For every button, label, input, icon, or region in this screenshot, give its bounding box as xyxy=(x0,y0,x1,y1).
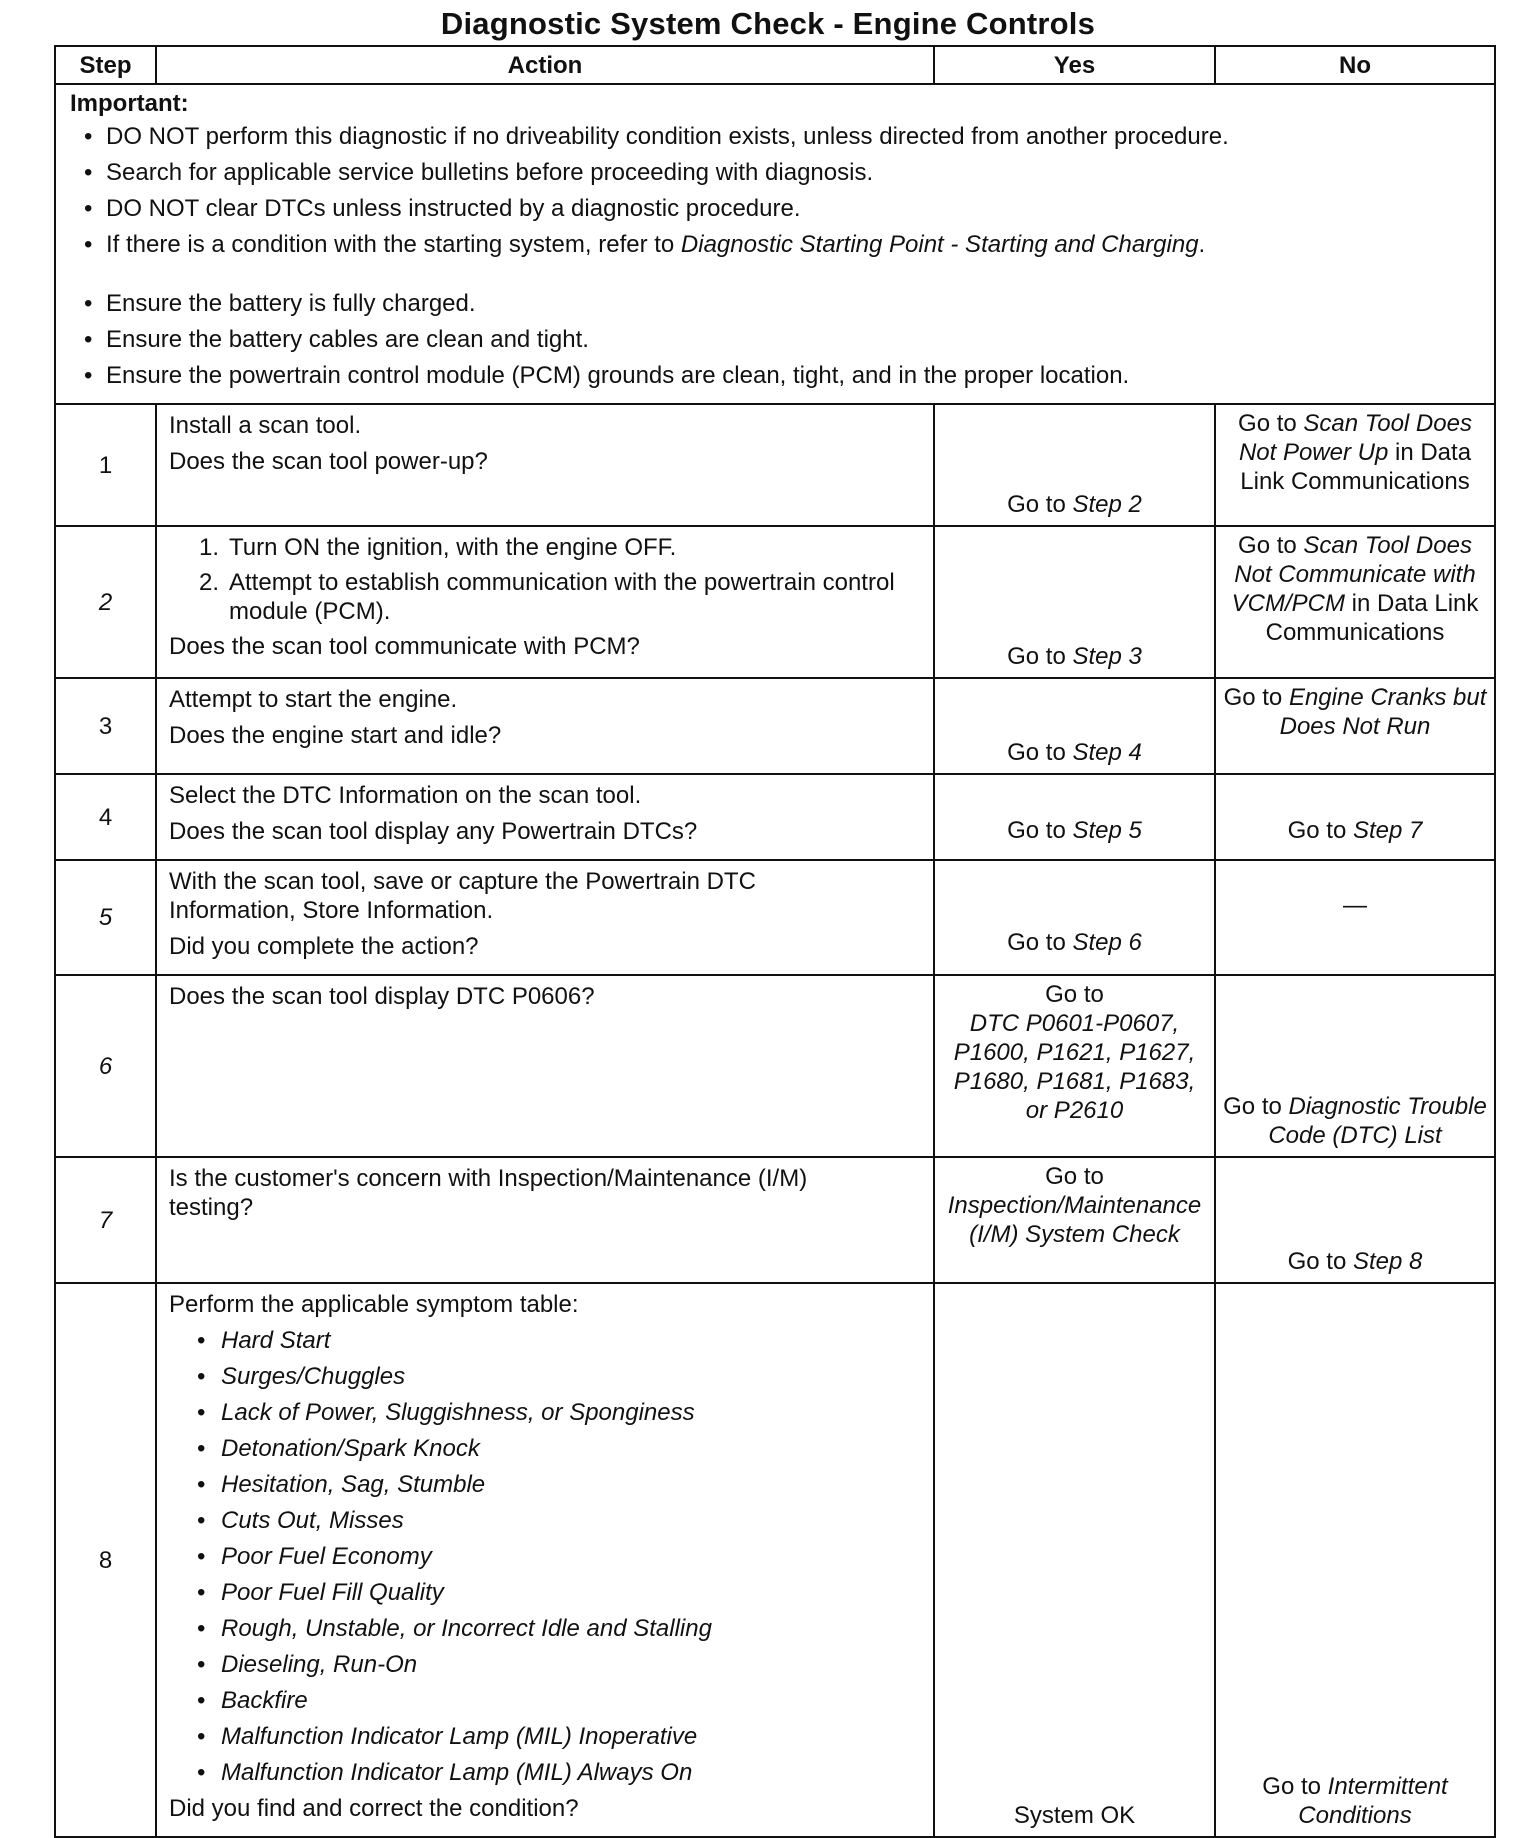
ensure-item: • Ensure the battery cables are clean and tight. xyxy=(106,325,1480,354)
goto-prefix: Go to xyxy=(1238,532,1304,559)
step-row-6 xyxy=(55,975,1495,1157)
yes-cell xyxy=(934,1157,1215,1283)
important-item-starting xyxy=(106,230,1480,259)
goto-prefix: Go to xyxy=(1045,1163,1104,1190)
symptom-item[interactable]: • Dieseling, Run-On xyxy=(221,1650,921,1679)
diagnostic-table xyxy=(54,45,1496,1838)
symptom-item[interactable]: • Backfire xyxy=(221,1686,921,1715)
header-action: Action xyxy=(156,46,934,84)
action-cell xyxy=(156,526,934,678)
yes-goto[interactable] xyxy=(941,816,1208,845)
goto-prefix: Go to xyxy=(1262,1773,1328,1800)
action-question: Did you complete the action? xyxy=(169,933,479,960)
step-number: 8 xyxy=(55,1283,156,1837)
symptom-item[interactable]: • Hesitation, Sag, Stumble xyxy=(221,1470,921,1499)
goto-link[interactable]: Scan Tool Does Not Communicate with VCM/PCM xyxy=(1231,532,1476,617)
step-number: 6 xyxy=(55,975,156,1157)
goto-link[interactable]: Step 2 xyxy=(1072,491,1142,518)
symptom-item[interactable]: • Malfunction Indicator Lamp (MIL) Always On xyxy=(221,1758,921,1787)
goto-link[interactable]: Step 7 xyxy=(1352,817,1423,844)
goto-prefix: Go to xyxy=(1007,817,1073,844)
important-list xyxy=(70,122,1480,259)
action-question: Does the scan tool power-up? xyxy=(169,448,488,475)
goto-link[interactable]: Diagnostic Trouble Code (DTC) List xyxy=(1268,1093,1487,1149)
header-yes: Yes xyxy=(934,46,1215,84)
no-goto[interactable] xyxy=(1222,409,1488,496)
important-item: • Search for applicable service bulletins before proceeding with diagnosis. xyxy=(106,158,1480,187)
sub-step xyxy=(199,568,921,626)
yes-cell xyxy=(934,975,1215,1157)
important-row xyxy=(55,84,1495,404)
step-row-1 xyxy=(55,404,1495,526)
yes-cell xyxy=(934,678,1215,774)
sub-step-number: 2. xyxy=(199,569,220,596)
goto-prefix: Go to xyxy=(1007,739,1073,766)
important-item: • DO NOT clear DTCs unless instructed by a diagnostic procedure. xyxy=(106,194,1480,223)
goto-link[interactable]: Step 8 xyxy=(1352,1248,1423,1275)
step-row-5 xyxy=(55,860,1495,975)
no-cell xyxy=(1215,1283,1495,1837)
step-row-8 xyxy=(55,1283,1495,1837)
yes-cell xyxy=(934,774,1215,860)
goto-link[interactable]: Step 5 xyxy=(1072,817,1142,844)
symptom-item[interactable]: • Surges/Chuggles xyxy=(221,1362,921,1391)
goto-prefix: Go to xyxy=(1238,410,1304,437)
yes-goto[interactable] xyxy=(941,490,1208,519)
action-text: Perform the applicable symptom table: xyxy=(169,1291,579,1318)
no-cell xyxy=(1215,526,1495,678)
action-cell xyxy=(156,678,934,774)
action-text: With the scan tool, save or capture the Powertrain DTC Information, Store Information. xyxy=(169,868,756,924)
yes-goto[interactable] xyxy=(941,738,1208,767)
action-cell xyxy=(156,404,934,526)
step-row-3 xyxy=(55,678,1495,774)
important-item: • DO NOT perform this diagnostic if no driveability condition exists, unless directed from another procedure. xyxy=(106,122,1480,151)
symptom-item[interactable]: • Poor Fuel Economy xyxy=(221,1542,921,1571)
symptom-item[interactable]: • Hard Start xyxy=(221,1326,921,1355)
symptom-item[interactable]: • Cuts Out, Misses xyxy=(221,1506,921,1535)
goto-link[interactable]: Step 4 xyxy=(1072,739,1142,766)
step-row-2 xyxy=(55,526,1495,678)
action-cell xyxy=(156,975,934,1157)
symptom-item[interactable]: • Poor Fuel Fill Quality xyxy=(221,1578,921,1607)
symptom-item[interactable]: • Lack of Power, Sluggishness, or Sponginess xyxy=(221,1398,921,1427)
action-text: Select the DTC Information on the scan tool. xyxy=(169,782,642,809)
goto-link[interactable]: Intermittent Conditions xyxy=(1298,1773,1448,1829)
starting-suffix: . xyxy=(1198,231,1206,258)
action-question: Did you find and correct the condition? xyxy=(169,1795,579,1822)
yes-goto[interactable] xyxy=(941,928,1208,957)
sub-step-text: Turn ON the ignition, with the engine OFF. xyxy=(229,534,677,561)
action-question: Does the scan tool display DTC P0606? xyxy=(169,983,595,1010)
symptom-item[interactable]: • Detonation/Spark Knock xyxy=(221,1434,921,1463)
action-cell xyxy=(156,860,934,975)
no-cell xyxy=(1215,975,1495,1157)
action-cell xyxy=(156,1283,934,1837)
no-cell xyxy=(1215,1157,1495,1283)
goto-prefix: Go to xyxy=(1045,981,1104,1008)
action-text: Install a scan tool. xyxy=(169,412,362,439)
goto-link[interactable]: Scan Tool Does Not Power Up xyxy=(1238,410,1472,466)
goto-link[interactable]: Step 3 xyxy=(1072,643,1142,670)
action-cell xyxy=(156,1157,934,1283)
step-number: 1 xyxy=(55,404,156,526)
step-number: 2 xyxy=(55,526,156,678)
ensure-item: • Ensure the powertrain control module (PCM) grounds are clean, tight, and in the proper location. xyxy=(106,361,1480,390)
yes-goto[interactable] xyxy=(941,642,1208,671)
step-number: 7 xyxy=(55,1157,156,1283)
ensure-item: • Ensure the battery is fully charged. xyxy=(106,289,1480,318)
no-cell xyxy=(1215,678,1495,774)
header-no: No xyxy=(1215,46,1495,84)
header-row xyxy=(55,46,1495,84)
goto-prefix: Go to xyxy=(1007,491,1073,518)
sub-step-text: Attempt to establish communication with the powertrain control module (PCM). xyxy=(229,569,895,625)
no-goto[interactable] xyxy=(1222,1092,1488,1150)
step-row-7 xyxy=(55,1157,1495,1283)
goto-link[interactable]: Inspection/Maintenance (I/M) System Check xyxy=(947,1192,1202,1248)
goto-prefix: Go to xyxy=(1007,929,1073,956)
yes-cell xyxy=(934,1283,1215,1837)
sub-step-number: 1. xyxy=(199,534,220,561)
no-cell xyxy=(1215,774,1495,860)
step-number: 4 xyxy=(55,774,156,860)
goto-prefix: Go to xyxy=(1223,684,1289,711)
no-cell xyxy=(1215,860,1495,975)
goto-link[interactable]: DTC P0601-P0607, P1600, P1621, P1627, P1680, P1681, P1683, or P2610 xyxy=(953,1010,1196,1124)
action-question: Is the customer's concern with Inspection/Maintenance (I/M) testing? xyxy=(169,1165,808,1221)
no-goto[interactable] xyxy=(1222,816,1488,845)
important-label: Important: xyxy=(70,90,189,117)
goto-prefix: Go to xyxy=(1287,817,1353,844)
ensure-list xyxy=(70,289,1480,390)
sub-step xyxy=(199,533,921,562)
action-text: Attempt to start the engine. xyxy=(169,686,458,713)
yes-goto[interactable] xyxy=(941,1162,1208,1249)
goto-prefix: Go to xyxy=(1223,1093,1289,1120)
action-question: Does the scan tool communicate with PCM? xyxy=(169,633,640,660)
goto-suffix: in Data Link Communications xyxy=(1240,439,1472,495)
important-cell xyxy=(55,84,1495,404)
header-step: Step xyxy=(55,46,156,84)
symptom-item[interactable]: • Malfunction Indicator Lamp (MIL) Inoperative xyxy=(221,1722,921,1751)
step-row-4 xyxy=(55,774,1495,860)
goto-link[interactable]: Engine Cranks but Does Not Run xyxy=(1279,684,1487,740)
no-goto[interactable] xyxy=(1222,1247,1488,1276)
action-question: Does the engine start and idle? xyxy=(169,722,502,749)
yes-cell xyxy=(934,526,1215,678)
goto-suffix: in Data Link Communications xyxy=(1265,590,1479,646)
symptom-list xyxy=(169,1326,921,1787)
action-question: Does the scan tool display any Powertrain DTCs? xyxy=(169,818,698,845)
step-number: 3 xyxy=(55,678,156,774)
action-cell xyxy=(156,774,934,860)
starting-prefix: If there is a condition with the starting system, refer to xyxy=(106,231,681,258)
goto-link[interactable]: Step 6 xyxy=(1072,929,1142,956)
no-goto[interactable] xyxy=(1222,683,1488,741)
yes-cell xyxy=(934,404,1215,526)
no-goto[interactable] xyxy=(1222,531,1488,647)
yes-result: System OK xyxy=(1013,1802,1136,1829)
no-cell xyxy=(1215,404,1495,526)
step-number: 5 xyxy=(55,860,156,975)
goto-prefix: Go to xyxy=(1287,1248,1353,1275)
symptom-item[interactable]: • Rough, Unstable, or Incorrect Idle and Stalling xyxy=(221,1614,921,1643)
no-goto[interactable] xyxy=(1222,1772,1488,1830)
yes-goto[interactable] xyxy=(941,980,1208,1125)
goto-prefix: Go to xyxy=(1007,643,1073,670)
starting-link[interactable]: Diagnostic Starting Point - Starting and Charging xyxy=(680,231,1199,258)
yes-cell xyxy=(934,860,1215,975)
document-title: Diagnostic System Check - Engine Controls xyxy=(440,6,1096,41)
no-dash: — xyxy=(1343,892,1367,919)
